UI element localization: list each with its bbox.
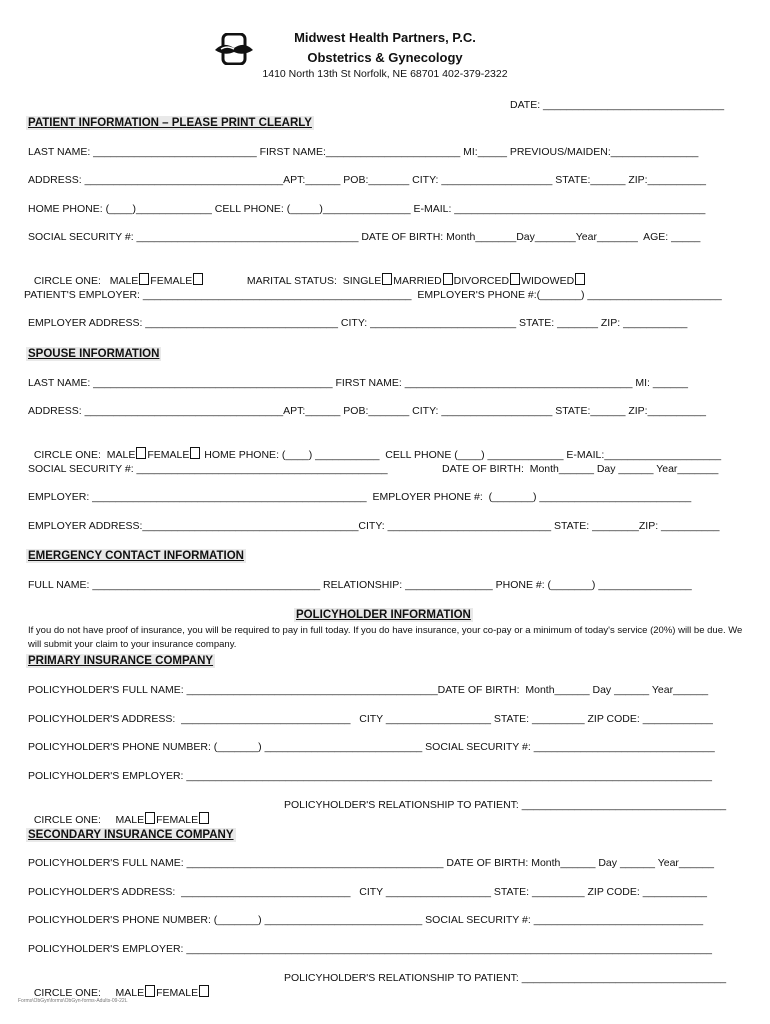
org-name: Midwest Health Partners, P.C. [294, 30, 476, 45]
date-field[interactable]: DATE: _______________________________ [510, 99, 725, 111]
marital-status-row [241, 260, 586, 288]
patient-employer-line[interactable]: PATIENT'S EMPLOYER: ______________________________________________ EMPLOYER'S PHONE #:(_______) _______________________ [24, 289, 722, 301]
secondary-policyholder-employer-line[interactable]: POLICYHOLDER'S EMPLOYER: __________________________________________________________________________________________ [28, 943, 712, 955]
secondary-relationship-line[interactable]: POLICYHOLDER'S RELATIONSHIP TO PATIENT: ___________________________________ [284, 972, 727, 984]
divorced-label: DIVORCED [453, 275, 510, 287]
spouse-address-line[interactable]: ADDRESS: __________________________________APT:______ POB:_______ CITY: ___________________ STATE:______ ZIP:__________ [28, 405, 706, 417]
marital-label: MARITAL STATUS: SINGLE [246, 275, 382, 287]
secondary-policyholder-address-line[interactable]: POLICYHOLDER'S ADDRESS: _____________________________ CITY __________________ STATE: _________ ZIP CODE: ___________ [28, 886, 707, 898]
female-label: FEMALE [147, 449, 190, 461]
spouse-dob-line[interactable]: DATE OF BIRTH: Month______ Day ______ Year_______ [442, 463, 719, 475]
male-checkbox[interactable] [145, 985, 155, 997]
section-patient-information: PATIENT INFORMATION – PLEASE PRINT CLEARLY [28, 117, 312, 129]
primary-policyholder-name-line[interactable]: POLICYHOLDER'S FULL NAME: ___________________________________________DATE OF BIRTH: Month______ Day ______ Year______ [28, 684, 709, 696]
spouse-ssn-line[interactable]: SOCIAL SECURITY #: ___________________________________________ [28, 463, 388, 475]
spouse-employer-line[interactable]: EMPLOYER: _______________________________________________ EMPLOYER PHONE #: (_______) __________________________ [28, 491, 692, 503]
patient-employer-address-line[interactable]: EMPLOYER ADDRESS: _________________________________ CITY: _________________________ STATE: _______ ZIP: ___________ [28, 317, 688, 329]
form-footer-path: Forms\ObGyn\forms\ObGyn-forms-Adults-09-22L [18, 998, 128, 1004]
divorced-checkbox[interactable] [510, 273, 520, 285]
circle-one-label: CIRCLE ONE: MALE [33, 449, 136, 461]
circle-one-label: CIRCLE ONE: MALE [33, 275, 139, 287]
married-label: MARRIED [393, 275, 442, 287]
section-primary-insurance: PRIMARY INSURANCE COMPANY [28, 655, 214, 667]
married-checkbox[interactable] [443, 273, 453, 285]
female-label: FEMALE [156, 987, 199, 999]
department-name: Obstetrics & Gynecology [307, 50, 463, 65]
clinic-address: 1410 North 13th St Norfolk, NE 68701 402-379-2322 [262, 68, 508, 80]
spouse-name-line[interactable]: LAST NAME: _________________________________________ FIRST NAME: _______________________________________ MI: ______ [28, 377, 688, 389]
patient-ssn-line[interactable]: SOCIAL SECURITY #: ______________________________________ DATE OF BIRTH: Month_______Day_______Year_______ AGE: _____ [28, 231, 701, 243]
primary-policyholder-employer-line[interactable]: POLICYHOLDER'S EMPLOYER: __________________________________________________________________________________________ [28, 770, 712, 782]
spouse-gender-phone-row [28, 434, 721, 462]
widowed-label: WIDOWED [521, 275, 575, 287]
female-label: FEMALE [150, 275, 193, 287]
circle-one-label: CIRCLE ONE: MALE [33, 987, 145, 999]
secondary-policyholder-name-line[interactable]: POLICYHOLDER'S FULL NAME: ____________________________________________ DATE OF BIRTH: Month______ Day ______ Year______ [28, 857, 714, 869]
female-checkbox[interactable] [193, 273, 203, 285]
spouse-phone-email[interactable]: HOME PHONE: (____) ___________ CELL PHONE (____) _____________ E-MAIL:____________________ [201, 449, 722, 461]
female-checkbox[interactable] [199, 985, 209, 997]
secondary-gender-row [28, 972, 210, 1000]
female-checkbox[interactable] [199, 812, 209, 824]
primary-gender-row [28, 799, 210, 827]
circle-one-label: CIRCLE ONE: MALE [33, 814, 145, 826]
primary-policyholder-phone-line[interactable]: POLICYHOLDER'S PHONE NUMBER: (_______) ___________________________ SOCIAL SECURITY #: _______________________________ [28, 741, 715, 753]
primary-relationship-line[interactable]: POLICYHOLDER'S RELATIONSHIP TO PATIENT: ___________________________________ [284, 799, 727, 811]
male-checkbox[interactable] [145, 812, 155, 824]
section-secondary-insurance: SECONDARY INSURANCE COMPANY [28, 829, 234, 841]
female-checkbox[interactable] [190, 447, 200, 459]
emergency-contact-line[interactable]: FULL NAME: _______________________________________ RELATIONSHIP: _______________ PHONE #: (_______) ________________ [28, 579, 692, 591]
section-policyholder-information: POLICYHOLDER INFORMATION [296, 609, 471, 621]
single-checkbox[interactable] [382, 273, 392, 285]
primary-policyholder-address-line[interactable]: POLICYHOLDER'S ADDRESS: _____________________________ CITY __________________ STATE: _________ ZIP CODE: ____________ [28, 713, 713, 725]
secondary-policyholder-phone-line[interactable]: POLICYHOLDER'S PHONE NUMBER: (_______) ___________________________ SOCIAL SECURITY #: _____________________________ [28, 914, 704, 926]
spouse-employer-address-line[interactable]: EMPLOYER ADDRESS:_____________________________________CITY: ____________________________ STATE: ________ZIP: __________ [28, 520, 720, 532]
patient-name-line[interactable]: LAST NAME: ____________________________ FIRST NAME:_______________________ MI:_____ PREVIOUS/MAIDEN:_______________ [28, 146, 699, 158]
insurance-notice: If you do not have proof of insurance, you will be required to pay in full today. If you do have insurance, your co-pay or a minimum of today's service (20%) will be due. We will submit your claim to your insurance company. [28, 625, 743, 650]
widowed-checkbox[interactable] [575, 273, 585, 285]
section-emergency-contact: EMERGENCY CONTACT INFORMATION [28, 550, 244, 562]
patient-address-line[interactable]: ADDRESS: __________________________________APT:______ POB:_______ CITY: ___________________ STATE:______ ZIP:__________ [28, 174, 706, 186]
section-spouse-information: SPOUSE INFORMATION [28, 348, 160, 360]
male-checkbox[interactable] [136, 447, 146, 459]
patient-gender-row [28, 260, 204, 288]
female-label: FEMALE [156, 814, 199, 826]
male-checkbox[interactable] [139, 273, 149, 285]
patient-phone-line[interactable]: HOME PHONE: (____)_____________ CELL PHONE: (_____)_______________ E-MAIL: ___________________________________________ [28, 203, 706, 215]
